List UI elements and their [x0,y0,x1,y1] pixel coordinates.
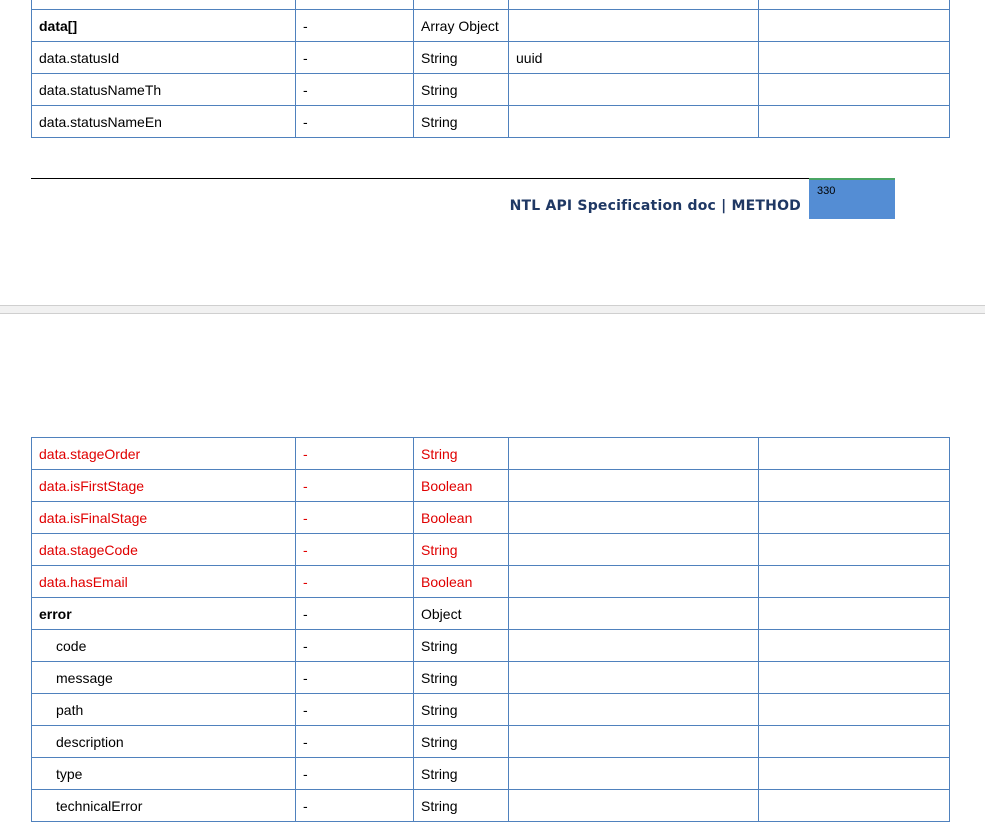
type-cell: Array Object [414,10,509,42]
required-cell: - [296,566,414,598]
remark-cell [759,790,950,822]
field-name-cell: code [32,630,296,662]
table-row [32,502,950,534]
remark-cell [759,726,950,758]
description-cell [509,662,759,694]
required-cell: - [296,438,414,470]
remark-cell [759,0,950,10]
type-cell: String [414,438,509,470]
description-cell [509,74,759,106]
required-cell: - [296,470,414,502]
spec-table-bottom [31,437,950,822]
table-row [32,790,950,822]
remark-cell [759,566,950,598]
type-cell: Boolean [414,502,509,534]
table-row [32,662,950,694]
field-name-cell: message [32,662,296,694]
remark-cell [759,662,950,694]
remark-cell [759,42,950,74]
page-number-box [809,178,895,219]
remark-cell [759,438,950,470]
field-name-cell: data.isFirstStage [32,470,296,502]
table-row [32,0,950,10]
remark-cell [759,630,950,662]
field-name-cell: data.stageOrder [32,438,296,470]
type-cell: Object [414,598,509,630]
field-name-cell: data.statusNameEn [32,106,296,138]
table-row [32,694,950,726]
type-cell: String [414,694,509,726]
description-cell [509,10,759,42]
description-cell [509,630,759,662]
table-row [32,42,950,74]
type-cell: String [414,74,509,106]
type-cell: String [414,758,509,790]
table-row [32,534,950,566]
required-cell: - [296,106,414,138]
type-cell [414,0,509,10]
document-page-upper [0,0,985,305]
required-cell [296,0,414,10]
required-cell: - [296,662,414,694]
required-cell: - [296,694,414,726]
required-cell: - [296,630,414,662]
type-cell: String [414,790,509,822]
field-name-cell: data[] [32,10,296,42]
remark-cell [759,502,950,534]
remark-cell [759,74,950,106]
footer-divider [31,178,811,179]
field-name-cell: technicalError [32,790,296,822]
field-name-cell [32,0,296,10]
type-cell: Boolean [414,566,509,598]
remark-cell [759,106,950,138]
table-row [32,630,950,662]
remark-cell [759,10,950,42]
description-cell [509,502,759,534]
table-row [32,758,950,790]
table-row [32,598,950,630]
description-cell [509,758,759,790]
field-name-cell: data.hasEmail [32,566,296,598]
remark-cell [759,598,950,630]
type-cell: Boolean [414,470,509,502]
table-row [32,566,950,598]
remark-cell [759,694,950,726]
field-name-cell: type [32,758,296,790]
required-cell: - [296,726,414,758]
type-cell: String [414,534,509,566]
description-cell: uuid [509,42,759,74]
remark-cell [759,758,950,790]
table-row [32,438,950,470]
table-row [32,74,950,106]
required-cell: - [296,10,414,42]
remark-cell [759,534,950,566]
field-name-cell: data.stageCode [32,534,296,566]
description-cell [509,790,759,822]
description-cell [509,106,759,138]
field-name-cell: description [32,726,296,758]
required-cell: - [296,790,414,822]
description-cell [509,438,759,470]
description-cell [509,534,759,566]
remark-cell [759,470,950,502]
description-cell [509,566,759,598]
spec-table-top [31,0,950,138]
table-row [32,470,950,502]
required-cell: - [296,598,414,630]
document-page-lower [0,314,985,836]
field-name-cell: data.isFinalStage [32,502,296,534]
type-cell: String [414,42,509,74]
required-cell: - [296,758,414,790]
description-cell [509,470,759,502]
required-cell: - [296,534,414,566]
page-number: 330 [817,185,836,197]
field-name-cell: data.statusId [32,42,296,74]
required-cell: - [296,502,414,534]
footer-doc-title: NTL API Specification doc | METHOD [509,198,801,214]
table-row [32,106,950,138]
required-cell: - [296,42,414,74]
description-cell [509,726,759,758]
type-cell: String [414,726,509,758]
description-cell [509,598,759,630]
table-row [32,10,950,42]
description-cell [509,0,759,10]
field-name-cell: path [32,694,296,726]
field-name-cell: error [32,598,296,630]
type-cell: String [414,662,509,694]
field-name-cell: data.statusNameTh [32,74,296,106]
table-row [32,726,950,758]
type-cell: String [414,630,509,662]
required-cell: - [296,74,414,106]
type-cell: String [414,106,509,138]
page-break [0,305,985,314]
description-cell [509,694,759,726]
